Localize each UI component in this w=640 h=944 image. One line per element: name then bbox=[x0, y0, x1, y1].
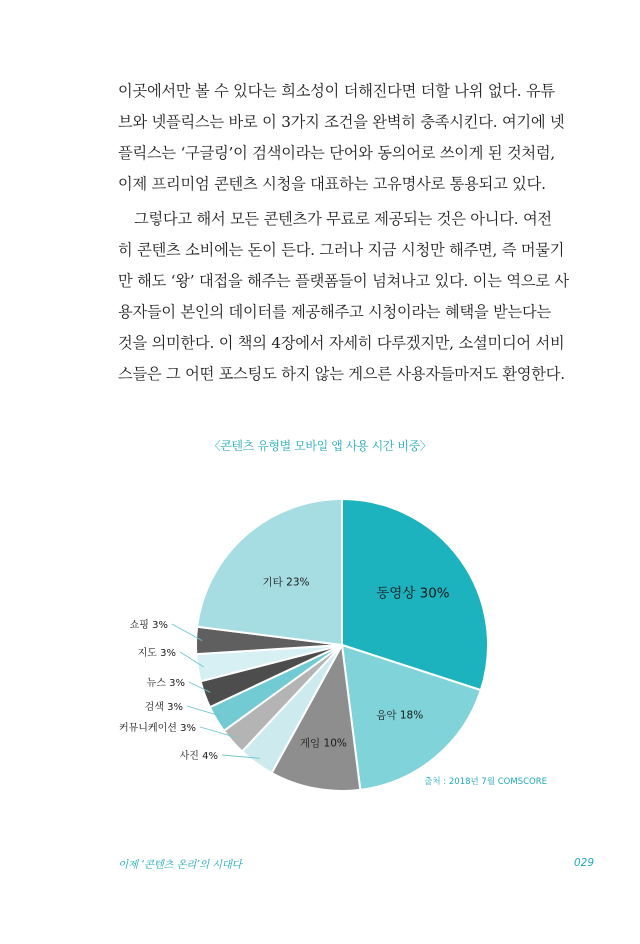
pie-slice bbox=[197, 499, 342, 645]
body-line: 것을 의미한다. 이 책의 4장에서 자세히 다루겠지만, 소셜미디어 서비 bbox=[118, 334, 565, 352]
slice-label: 검색 3% bbox=[144, 702, 183, 713]
body-line: 용자들이 본인의 데이터를 제공해주고 시청이라는 혜택을 받는다는 bbox=[118, 303, 551, 321]
slice-label: 게임 10% bbox=[299, 737, 347, 750]
chart-title: 〈콘텐츠 유형별 모바일 앱 사용 시간 비중〉 bbox=[208, 439, 432, 453]
slice-label: 쇼핑 3% bbox=[129, 620, 168, 631]
chart-source: 출처 : 2018년 7월 COMSCORE bbox=[424, 777, 547, 787]
slice-label: 뉴스 3% bbox=[146, 678, 185, 689]
slice-label: 지도 3% bbox=[137, 648, 176, 659]
body-line: 그렇다고 해서 모든 콘텐츠가 무료로 제공되는 것은 아니다. 여전 bbox=[134, 210, 552, 228]
slice-label: 음악 18% bbox=[376, 709, 424, 722]
body-line: 플릭스는 ‘구글링’이 검색이라는 단어와 동의어로 쓰이게 된 것처럼, bbox=[118, 144, 555, 162]
body-line: 이곳에서만 볼 수 있다는 희소성이 더해진다면 더할 나위 없다. 유튜 bbox=[118, 82, 555, 100]
slice-label: 동영상 30% bbox=[376, 585, 450, 602]
page-number: 029 bbox=[574, 857, 595, 869]
body-line: 이제 프리미엄 콘텐츠 시청을 대표하는 고유명사로 통용되고 있다. bbox=[118, 175, 546, 193]
body-line: 히 콘텐츠 소비에는 돈이 든다. 그러나 지금 시청만 해주면, 즉 머물기 bbox=[118, 241, 565, 259]
slice-label: 커뮤니케이션 3% bbox=[118, 723, 196, 734]
body-line: 스들은 그 어떤 포스팅도 하지 않는 게으른 사용자들마저도 환영한다. bbox=[118, 365, 565, 383]
slice-label: 사진 4% bbox=[179, 751, 218, 762]
body-line: 만 해도 ‘왕’ 대접을 해주는 플랫폼들이 넘쳐나고 있다. 이는 역으로 사 bbox=[118, 272, 569, 290]
slice-label: 기타 23% bbox=[262, 576, 310, 589]
body-line: 브와 넷플릭스는 바로 이 3가지 조건을 완벽히 충족시킨다. 여기에 넷 bbox=[118, 113, 565, 131]
running-footer: 이제 ‘콘텐츠 온리’의 시대다 bbox=[118, 859, 242, 871]
